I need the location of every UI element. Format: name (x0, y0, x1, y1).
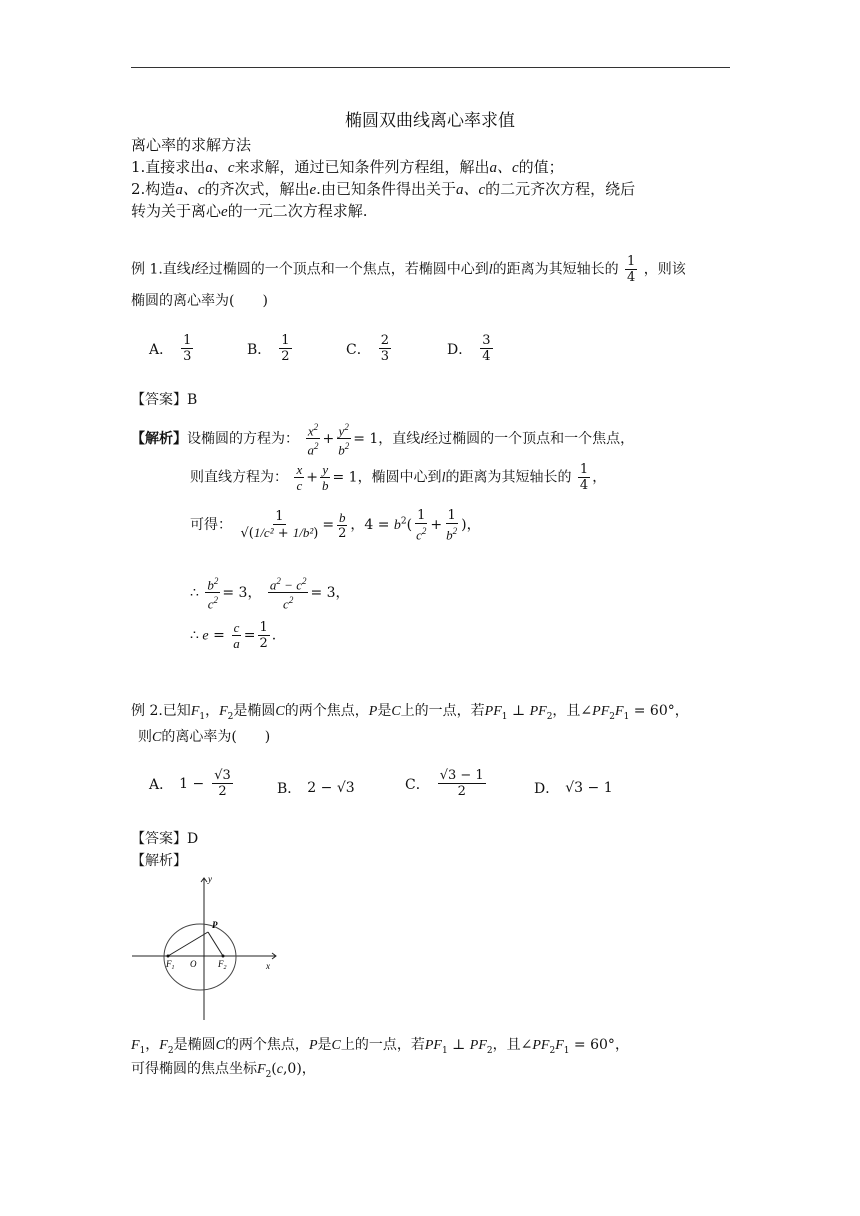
ex1-answer: 【答案】B (131, 392, 198, 408)
point-f2 (222, 955, 225, 958)
ex2-option-c: C． $\frac{√3 - 1}{2}$ (405, 768, 484, 799)
segment-pf1 (168, 932, 208, 956)
ex1-solution-1: 【解析】设椭圆的方程为： $\frac{x^2}{a^2}$ + $\frac{y^2}{b^2}$ = 1，直线l经过椭圆的一个顶点和一个焦点， (131, 422, 635, 458)
ex1-option-a: A． $\frac{1}{3}$ (149, 333, 192, 364)
method-2: 2.构造a、c的齐次式，解出e.由已知条件得出关于a、c的二元齐次方程，绕后 (131, 180, 636, 198)
ex2-option-a: A． 1 − $\frac{√3}{2}$ (149, 768, 231, 799)
ex2-question-cont: 则C的离心率为( ) (138, 729, 271, 745)
ex1-option-d: D． $\frac{3}{4}$ (447, 333, 491, 364)
y-axis-label: y (208, 874, 212, 884)
ex1-solution-4: ∴ $\frac{b^2}{c^2}$ = 3， $\frac{a^2 - c^2}{c^2}$ = 3， (190, 576, 350, 612)
ex1-solution-3: 可得： $\frac{1}{\text{√(1/c² + 1/b²)}}$ = $\frac{b}{2}$ ，$4 = b^2$( $\frac{1}{c^2}$ + $\frac{1}{b^2}$ )， (190, 508, 481, 543)
segment-pf2 (208, 932, 223, 956)
ex1-solution-5: ∴ e = $\frac{c}{a}$ = $\frac{1}{2}$ . (190, 620, 277, 651)
ex1-question: 例 1.直线l经过椭圆的一个顶点和一个焦点，若椭圆中心到l的距离为其短轴长的 $\frac{1}{4}$ ，则该 (131, 254, 686, 285)
origin-label: O (190, 959, 197, 969)
f1-label: $F_1$ (166, 959, 175, 971)
ex2-solution-label: 【解析】 (131, 853, 187, 869)
ex2-solution-1: $F_1$，$F_2$是椭圆C的两个焦点，P是C上的一点，若$PF_1$ ⊥ $PF_2$，且$\angle PF_2F_1 = 60^\circ$， (131, 1037, 629, 1056)
ex2-option-d: D． √3 − 1 (534, 780, 613, 797)
ex2-answer: 【答案】D (131, 831, 199, 847)
ex1-option-b: B． $\frac{1}{2}$ (247, 333, 290, 364)
ellipse-figure (128, 872, 288, 1022)
f2-label: $F_2$ (218, 959, 227, 971)
point-p-label: P (212, 920, 218, 930)
quarter-fraction: $\frac{1}{4}$ (627, 254, 636, 285)
ex1-solution-2: 则直线方程为： $\frac{x}{c}$ + $\frac{y}{b}$ = 1，椭圆中心到l的距离为其短轴长的 $\frac{1}{4}$ ， (190, 462, 607, 493)
ex1-option-c: C． $\frac{2}{3}$ (346, 333, 389, 364)
ex2-question: 例 2.已知$F_1$，$F_2$是椭圆C的两个焦点，P是C上的一点，若$PF_1$ ⊥ $PF_2$，且$\angle PF_2F_1 = 60^\circ$， (131, 703, 689, 722)
method-1: 1.直接求出a、c来求解，通过已知条件列方程组，解出a、c的值； (131, 158, 564, 176)
header-rule (131, 67, 730, 68)
method-2-cont: 转为关于离心e的一元二次方程求解. (131, 202, 368, 220)
ex1-question-cont: 椭圆的离心率为( ) (131, 293, 268, 309)
ex2-solution-2: 可得椭圆的焦点坐标$F_2(c,0)$， (131, 1061, 316, 1080)
x-axis-label: x (266, 961, 270, 971)
ellipse-curve (164, 924, 236, 990)
page-title: 椭圆双曲线离心率求值 (345, 111, 515, 131)
point-f1 (167, 955, 170, 958)
methods-heading: 离心率的求解方法 (131, 136, 252, 154)
ex2-option-b: B． 2 − √3 (277, 780, 355, 797)
